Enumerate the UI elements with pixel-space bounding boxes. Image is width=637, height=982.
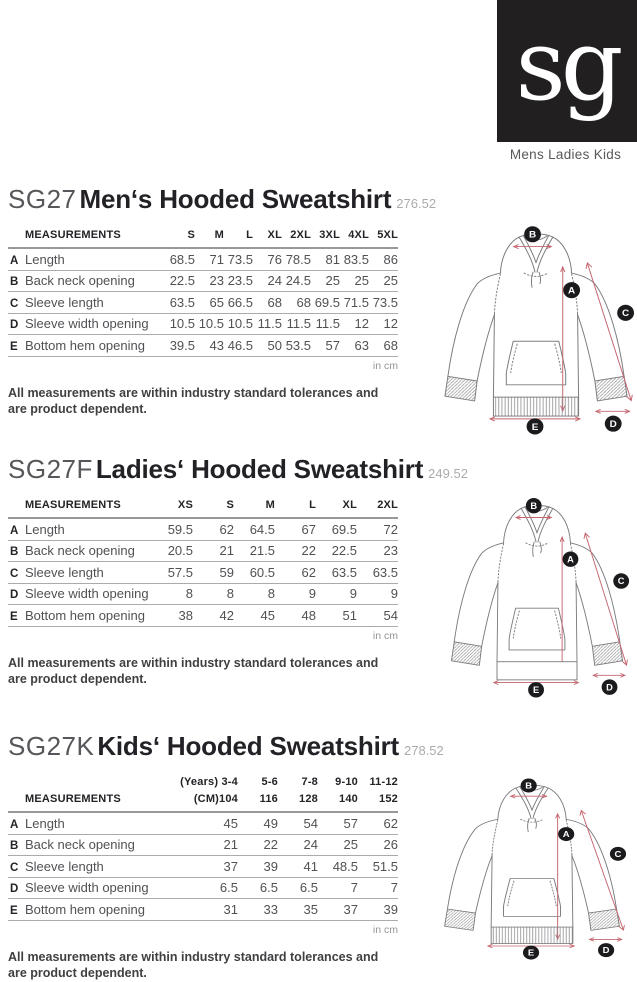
svg-text:E: E bbox=[532, 685, 540, 696]
footnote-line: are product dependent. bbox=[8, 402, 147, 416]
row-label: Bottom hem opening bbox=[25, 901, 145, 917]
row-letter: A bbox=[10, 818, 19, 831]
value-cell: 57.5 bbox=[167, 564, 193, 580]
value-cell: 76 bbox=[267, 251, 282, 267]
header-spacer bbox=[8, 776, 25, 793]
value-cell: 23.5 bbox=[227, 273, 253, 288]
value-cell: 51.5 bbox=[372, 858, 398, 874]
value-cell: 21 bbox=[223, 837, 238, 852]
product-name: Kids‘ Hooded Sweatshirt bbox=[97, 731, 399, 761]
value-cell: 12 bbox=[354, 316, 369, 331]
value-cell: 51 bbox=[342, 607, 357, 623]
value-cell: 39 bbox=[383, 901, 398, 917]
size-header: 4XL bbox=[348, 229, 369, 241]
footnote-line: are product dependent. bbox=[8, 672, 147, 686]
size-header: 128 bbox=[299, 793, 318, 805]
footnote-line: All measurements are within industry standard tolerances and bbox=[8, 949, 379, 964]
measurements-table bbox=[8, 776, 398, 921]
tolerance-footnote bbox=[8, 385, 398, 418]
svg-text:D: D bbox=[609, 419, 617, 430]
measurements-header: MEASUREMENTS bbox=[25, 793, 121, 805]
value-cell: 7 bbox=[350, 880, 358, 895]
value-cell: 22 bbox=[301, 543, 316, 558]
header-spacer bbox=[8, 499, 25, 518]
size-header: (Years) 3-4 bbox=[180, 776, 238, 788]
product-price: 276.52 bbox=[396, 196, 437, 211]
hoodie-diagram-ladies bbox=[444, 493, 630, 698]
product-code: SG27F bbox=[8, 454, 93, 484]
svg-text:B: B bbox=[525, 781, 533, 791]
product-name: Men‘s Hooded Sweatshirt bbox=[79, 184, 392, 214]
table-row bbox=[8, 812, 398, 834]
row-letter: D bbox=[10, 883, 19, 895]
value-cell: 71 bbox=[209, 251, 224, 267]
value-cell: 50 bbox=[267, 337, 282, 353]
table-row bbox=[8, 335, 398, 357]
table-row bbox=[8, 248, 398, 270]
value-cell: 24.5 bbox=[285, 273, 311, 288]
value-cell: 25 bbox=[383, 273, 398, 288]
value-cell: 8 bbox=[226, 586, 234, 601]
row-label: Length bbox=[25, 251, 65, 267]
value-cell: 22.5 bbox=[331, 543, 357, 558]
value-cell: 46.5 bbox=[227, 337, 253, 353]
svg-text:C: C bbox=[622, 308, 630, 320]
brand-logo bbox=[497, 0, 637, 142]
row-letter: C bbox=[10, 861, 19, 874]
measure-label-a bbox=[563, 282, 580, 298]
value-cell: 45 bbox=[260, 607, 275, 623]
row-letter: C bbox=[10, 567, 19, 580]
measure-label-a bbox=[563, 552, 579, 567]
measure-label-a bbox=[558, 827, 574, 841]
size-header: 116 bbox=[259, 793, 278, 805]
row-letter: E bbox=[10, 904, 18, 917]
tolerance-footnote bbox=[8, 655, 398, 688]
unit-note: in cm bbox=[372, 629, 398, 642]
value-cell: 8 bbox=[185, 586, 193, 601]
size-header: 11-12 bbox=[369, 776, 398, 788]
value-cell: 24 bbox=[303, 837, 318, 852]
value-cell: 60.5 bbox=[249, 564, 275, 580]
value-cell: 49 bbox=[263, 815, 278, 831]
measure-label-d bbox=[598, 943, 614, 957]
row-label: Length bbox=[25, 521, 65, 537]
value-cell: 20.5 bbox=[167, 543, 193, 558]
row-letter: E bbox=[10, 340, 18, 353]
svg-text:E: E bbox=[527, 948, 535, 958]
value-cell: 6.5 bbox=[259, 880, 278, 895]
table-row bbox=[8, 877, 398, 899]
value-cell: 59.5 bbox=[167, 521, 193, 537]
value-cell: 26 bbox=[383, 837, 398, 852]
value-cell: 35 bbox=[303, 901, 318, 917]
row-label: Back neck opening bbox=[25, 837, 135, 852]
row-letter: B bbox=[10, 840, 19, 852]
row-label: Sleeve length bbox=[25, 564, 104, 580]
measurements-header bbox=[25, 776, 164, 793]
svg-text:C: C bbox=[617, 576, 625, 587]
table-row bbox=[8, 834, 398, 856]
row-label: Sleeve width opening bbox=[25, 316, 149, 331]
value-cell: 64.5 bbox=[249, 521, 275, 537]
value-cell: 66.5 bbox=[227, 294, 253, 310]
hoodie-diagram-mens bbox=[437, 221, 635, 435]
row-label: Sleeve width opening bbox=[25, 586, 149, 601]
unit-note: in cm bbox=[372, 359, 398, 372]
size-header: (CM)104 bbox=[193, 793, 238, 805]
value-cell: 65 bbox=[209, 294, 224, 310]
value-cell: 62 bbox=[219, 521, 234, 537]
size-header: L bbox=[309, 499, 316, 511]
table-header-row bbox=[8, 776, 398, 793]
size-header: 152 bbox=[379, 793, 398, 805]
value-cell: 21 bbox=[219, 543, 234, 558]
row-label: Sleeve length bbox=[25, 858, 104, 874]
size-header: M bbox=[265, 499, 275, 511]
value-cell: 42 bbox=[219, 607, 234, 623]
table-header-row bbox=[8, 793, 398, 812]
table-row bbox=[8, 899, 398, 921]
product-price: 278.52 bbox=[404, 743, 444, 758]
measure-label-c bbox=[613, 573, 629, 588]
sg-logo-text: sg bbox=[515, 9, 619, 123]
value-cell: 68 bbox=[383, 337, 398, 353]
hem-band bbox=[493, 397, 578, 416]
table-row bbox=[8, 856, 398, 878]
value-cell: 68 bbox=[296, 294, 311, 310]
value-cell: 9 bbox=[308, 586, 316, 601]
value-cell: 54 bbox=[303, 815, 318, 831]
row-letter: E bbox=[10, 610, 18, 623]
measure-label-b bbox=[526, 498, 542, 513]
product-code: SG27K bbox=[8, 731, 95, 761]
svg-text:A: A bbox=[568, 285, 576, 297]
value-cell: 11.5 bbox=[257, 316, 282, 331]
value-cell: 62 bbox=[301, 564, 316, 580]
svg-text:A: A bbox=[562, 829, 570, 839]
size-header: 2XL bbox=[377, 499, 398, 511]
value-cell: 41 bbox=[303, 858, 318, 874]
product-price: 249.52 bbox=[428, 466, 468, 481]
size-header: XL bbox=[342, 499, 357, 511]
value-cell: 23 bbox=[383, 543, 398, 558]
hem-band bbox=[491, 927, 573, 943]
size-header: 5-6 bbox=[261, 776, 278, 788]
measure-label-b bbox=[524, 226, 541, 242]
value-cell: 43 bbox=[209, 337, 224, 353]
value-cell: 10.5 bbox=[169, 316, 195, 331]
measure-label-b bbox=[521, 779, 537, 793]
size-header: 5XL bbox=[377, 229, 398, 241]
measurements-table-kids bbox=[8, 776, 398, 921]
value-cell: 25 bbox=[325, 273, 340, 288]
measure-label-c bbox=[610, 847, 626, 861]
size-header: XL bbox=[267, 229, 282, 241]
hem-band bbox=[497, 662, 577, 680]
table-row bbox=[8, 605, 398, 627]
value-cell: 22.5 bbox=[169, 273, 195, 288]
value-cell: 63.5 bbox=[169, 294, 195, 310]
value-cell: 10.5 bbox=[198, 316, 224, 331]
value-cell: 6.5 bbox=[299, 880, 318, 895]
value-cell: 68.5 bbox=[169, 251, 195, 267]
svg-text:A: A bbox=[567, 554, 574, 565]
row-letter: D bbox=[10, 589, 19, 601]
size-header: 140 bbox=[339, 793, 358, 805]
value-cell: 62 bbox=[383, 815, 398, 831]
value-cell: 63.5 bbox=[331, 564, 357, 580]
value-cell: 69.5 bbox=[314, 294, 340, 310]
value-cell: 33 bbox=[263, 901, 278, 917]
row-label: Back neck opening bbox=[25, 543, 135, 558]
value-cell: 22 bbox=[263, 837, 278, 852]
value-cell: 63.5 bbox=[372, 564, 398, 580]
size-header: M bbox=[214, 229, 224, 241]
value-cell: 9 bbox=[349, 586, 357, 601]
product-name: Ladies‘ Hooded Sweatshirt bbox=[95, 454, 424, 484]
row-letter: A bbox=[10, 254, 19, 267]
value-cell: 73.5 bbox=[227, 251, 253, 267]
section-title-kids bbox=[8, 731, 444, 762]
value-cell: 8 bbox=[267, 586, 275, 601]
table-row bbox=[8, 540, 398, 562]
value-cell: 24 bbox=[267, 273, 282, 288]
table-row bbox=[8, 270, 398, 292]
measure-label-d bbox=[602, 679, 618, 694]
value-cell: 25 bbox=[354, 273, 369, 288]
brand-tagline: Mens Ladies Kids bbox=[509, 147, 622, 162]
table-header-row bbox=[8, 229, 398, 248]
row-letter: A bbox=[10, 524, 19, 537]
value-cell: 11.5 bbox=[286, 316, 311, 331]
footnote-line: All measurements are within industry standard tolerances and bbox=[8, 655, 379, 670]
value-cell: 23 bbox=[209, 273, 224, 288]
value-cell: 67 bbox=[301, 521, 316, 537]
row-label: Length bbox=[25, 815, 65, 831]
value-cell: 86 bbox=[383, 251, 398, 267]
section-ladies bbox=[8, 454, 468, 688]
measure-label-c bbox=[617, 305, 634, 321]
value-cell: 7 bbox=[390, 880, 398, 895]
table-row bbox=[8, 313, 398, 335]
table-header-row bbox=[8, 499, 398, 518]
value-cell: 54 bbox=[383, 607, 398, 623]
value-cell: 21.5 bbox=[249, 543, 275, 558]
table-row bbox=[8, 583, 398, 605]
row-letter: B bbox=[10, 546, 19, 558]
measure-label-d bbox=[605, 416, 622, 432]
value-cell: 48.5 bbox=[332, 858, 358, 874]
svg-text:B: B bbox=[530, 501, 538, 511]
svg-text:B: B bbox=[528, 229, 537, 241]
table-row bbox=[8, 292, 398, 314]
size-header: 3XL bbox=[319, 229, 340, 241]
svg-text:E: E bbox=[531, 422, 539, 433]
unit-note: in cm bbox=[372, 923, 398, 936]
header-spacer bbox=[8, 229, 25, 248]
size-header: XS bbox=[177, 499, 193, 511]
value-cell: 37 bbox=[343, 901, 358, 917]
measurements-table bbox=[8, 499, 398, 627]
value-cell: 37 bbox=[223, 858, 238, 874]
value-cell: 83.5 bbox=[343, 251, 369, 267]
row-letter: D bbox=[10, 319, 19, 331]
value-cell: 57 bbox=[325, 337, 340, 353]
section-kids bbox=[8, 731, 444, 982]
row-label: Sleeve width opening bbox=[25, 880, 149, 895]
row-label: Sleeve length bbox=[25, 294, 104, 310]
value-cell: 11.5 bbox=[315, 316, 340, 331]
svg-text:D: D bbox=[602, 945, 610, 955]
value-cell: 81 bbox=[325, 251, 340, 267]
value-cell: 6.5 bbox=[219, 880, 238, 895]
svg-text:C: C bbox=[614, 849, 622, 859]
measurements-header: MEASUREMENTS bbox=[25, 229, 121, 241]
value-cell: 38 bbox=[178, 607, 193, 623]
measure-label-e bbox=[523, 946, 539, 960]
table-row bbox=[8, 518, 398, 540]
hoodie-diagram-kids bbox=[437, 774, 627, 960]
value-cell: 63 bbox=[354, 337, 369, 353]
value-cell: 9 bbox=[390, 586, 398, 601]
section-mens bbox=[8, 184, 437, 418]
value-cell: 45 bbox=[223, 815, 238, 831]
value-cell: 39 bbox=[263, 858, 278, 874]
value-cell: 72 bbox=[383, 521, 398, 537]
row-label: Bottom hem opening bbox=[25, 337, 145, 353]
size-header: 7-8 bbox=[301, 776, 318, 788]
footnote-line: are product dependent. bbox=[8, 966, 147, 980]
row-letter: C bbox=[10, 297, 19, 310]
value-cell: 12 bbox=[383, 316, 398, 331]
value-cell: 48 bbox=[301, 607, 316, 623]
value-cell: 39.5 bbox=[169, 337, 195, 353]
measure-label-e bbox=[527, 418, 544, 434]
value-cell: 69.5 bbox=[331, 521, 357, 537]
size-header: 9-10 bbox=[335, 776, 358, 788]
size-header: 2XL bbox=[290, 229, 311, 241]
value-cell: 73.5 bbox=[372, 294, 398, 310]
measurements-header: MEASUREMENTS bbox=[25, 499, 121, 511]
svg-text:D: D bbox=[606, 682, 613, 693]
measure-label-e bbox=[528, 682, 544, 697]
value-cell: 31 bbox=[223, 901, 238, 917]
section-title-ladies bbox=[8, 454, 468, 485]
row-label: Back neck opening bbox=[25, 273, 135, 288]
value-cell: 57 bbox=[343, 815, 358, 831]
measurements-table-mens bbox=[8, 229, 398, 357]
product-code: SG27 bbox=[8, 184, 77, 214]
tolerance-footnote bbox=[8, 949, 398, 982]
size-header: S bbox=[187, 229, 195, 241]
row-letter: B bbox=[10, 276, 19, 288]
size-header: L bbox=[246, 229, 253, 241]
measurements-table bbox=[8, 229, 398, 357]
table-row bbox=[8, 562, 398, 584]
value-cell: 59 bbox=[219, 564, 234, 580]
row-label: Bottom hem opening bbox=[25, 607, 145, 623]
value-cell: 25 bbox=[343, 837, 358, 852]
value-cell: 71.5 bbox=[343, 294, 369, 310]
value-cell: 10.5 bbox=[227, 316, 253, 331]
measurements-table-ladies bbox=[8, 499, 398, 627]
section-title-mens bbox=[8, 184, 437, 215]
footnote-line: All measurements are within industry standard tolerances and bbox=[8, 385, 379, 400]
header-spacer bbox=[8, 793, 25, 812]
value-cell: 53.5 bbox=[285, 337, 311, 353]
value-cell: 68 bbox=[267, 294, 282, 310]
value-cell: 78.5 bbox=[285, 251, 311, 267]
size-header: S bbox=[226, 499, 234, 511]
